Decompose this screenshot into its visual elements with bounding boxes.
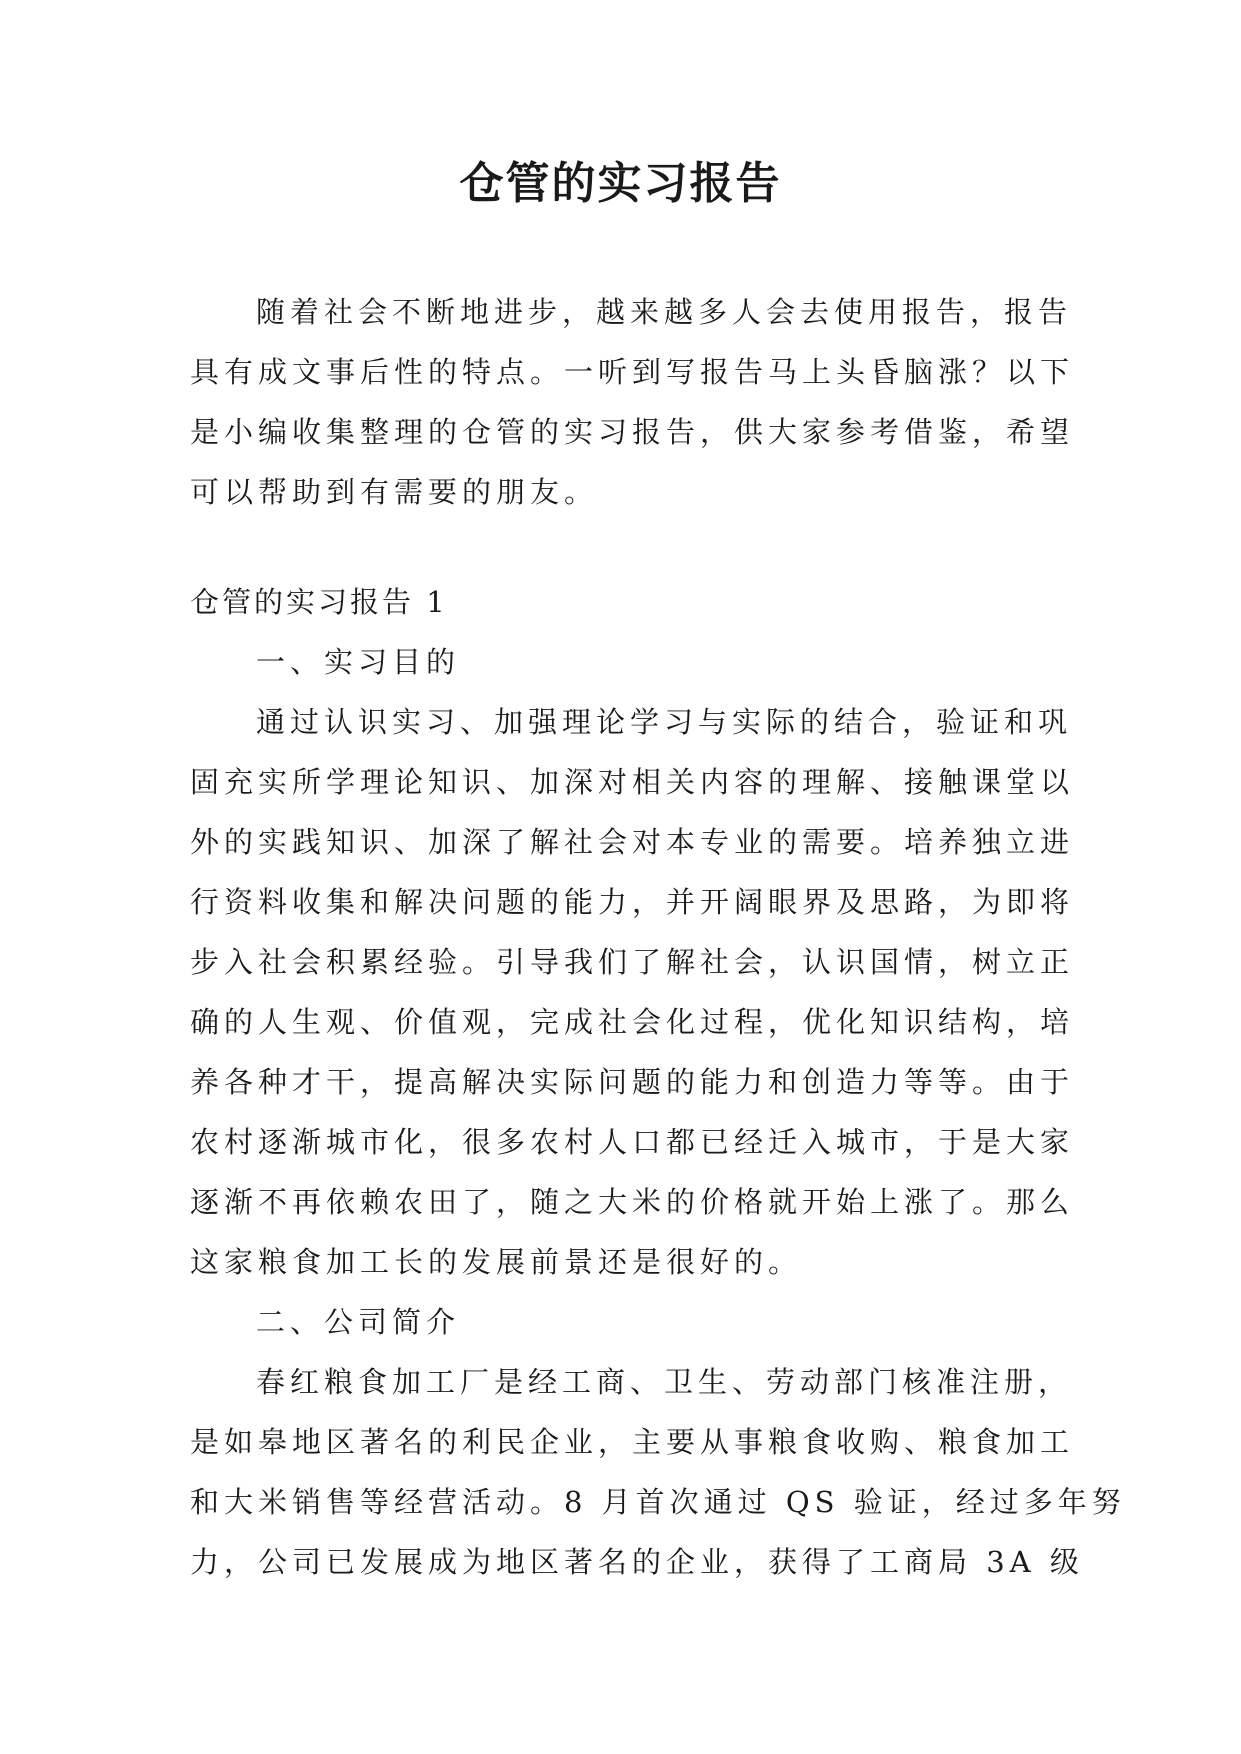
heading-purpose: 一、实习目的 (256, 645, 461, 679)
para2-line-4: 力，公司已发展成为地区著名的企业，获得了工商局 3A 级 (190, 1545, 1084, 1579)
heading-company: 二、公司简介 (256, 1305, 461, 1339)
para1-line-8: 农村逐渐城市化，很多农村人口都已经迁入城市，于是大家 (190, 1125, 1075, 1159)
para1-line-5: 步入社会积累经验。引导我们了解社会，认识国情，树立正 (190, 945, 1075, 979)
para1-line-3: 外的实践知识、加深了解社会对本专业的需要。培养独立进 (190, 825, 1075, 859)
intro-line-4: 可以帮助到有需要的朋友。 (190, 475, 599, 509)
section-title: 仓管的实习报告 1 (190, 585, 448, 619)
intro-line-2: 具有成文事后性的特点。一听到写报告马上头昏脑涨？以下 (190, 355, 1075, 389)
intro-line-3: 是小编收集整理的仓管的实习报告，供大家参考借鉴，希望 (190, 415, 1075, 449)
para1-line-2: 固充实所学理论知识、加深对相关内容的理解、接触课堂以 (190, 765, 1075, 799)
document-title: 仓管的实习报告 (459, 158, 782, 209)
para1-line-7: 养各种才干，提高解决实际问题的能力和创造力等等。由于 (190, 1065, 1075, 1099)
para1-line-9: 逐渐不再依赖农田了，随之大米的价格就开始上涨了。那么 (190, 1185, 1075, 1219)
para1-line-4: 行资料收集和解决问题的能力，并开阔眼界及思路，为即将 (190, 885, 1075, 919)
para2-line-1: 春红粮食加工厂是经工商、卫生、劳动部门核准注册， (256, 1365, 1073, 1399)
intro-line-1: 随着社会不断地进步，越来越多人会去使用报告，报告 (256, 295, 1073, 329)
para2-line-2: 是如皋地区著名的利民企业，主要从事粮食收购、粮食加工 (190, 1425, 1075, 1459)
para1-line-6: 确的人生观、价值观，完成社会化过程，优化知识结构，培 (190, 1005, 1075, 1039)
para1-line-10: 这家粮食加工长的发展前景还是很好的。 (190, 1245, 803, 1279)
para2-line-3: 和大米销售等经营活动。8 月首次通过 QS 验证，经过多年努 (190, 1485, 1126, 1519)
para1-line-1: 通过认识实习、加强理论学习与实际的结合，验证和巩 (256, 705, 1073, 739)
